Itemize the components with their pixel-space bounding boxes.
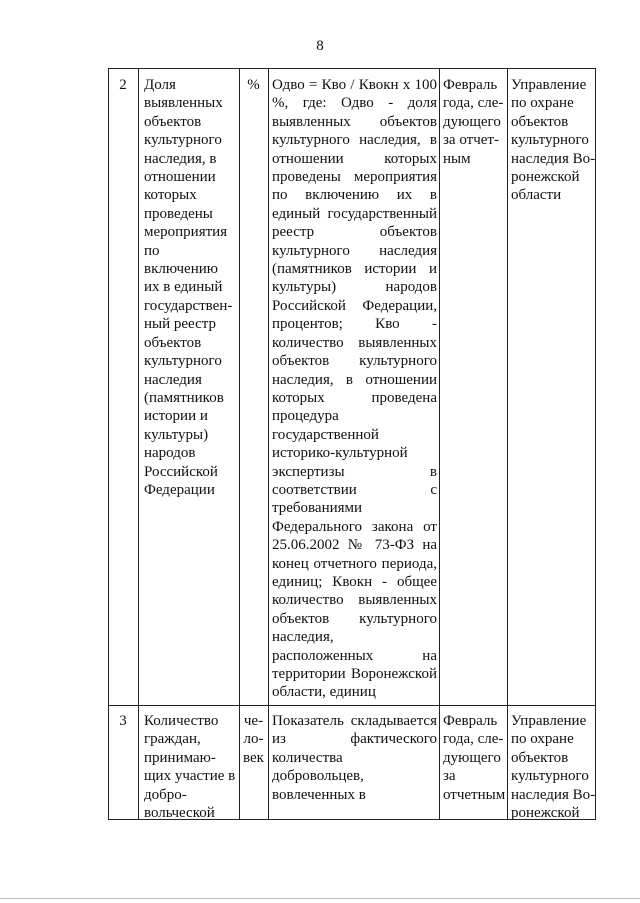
scan-edge-line (0, 898, 640, 899)
row-2-deadline: Февраль года, сле- дующего за отчет- ным (443, 77, 504, 167)
column-divider (507, 68, 508, 820)
table-border-left (108, 68, 109, 820)
column-divider (138, 68, 139, 820)
column-divider (268, 68, 269, 820)
row-2-unit: % (247, 77, 260, 93)
column-divider (439, 68, 440, 820)
table-border-right (595, 68, 596, 820)
page-number: 8 (316, 38, 324, 54)
row-3-responsible: Управление по охране объектов культурного наследия Во- ронежской (511, 713, 595, 822)
row-3-deadline: Февраль года, сле- дующего за отчетным (443, 713, 506, 803)
row-2-indicator-name: Доля выявленных объектов культурного наследия, в отношении которых проведены мероприятия по включению их в единый государствен- ный реестр объектов культурного наследия (памятников истории и культуры) народов Российской Федерации (144, 77, 233, 498)
row-divider (108, 705, 596, 706)
table-border-top (108, 68, 596, 69)
row-3-indicator-name: Количество граждан, принимаю- щих участие в добро- вольческой (144, 713, 236, 822)
row-3-calculation-method: Показатель складывается из фактического количества добровольцев, вовлеченных в (272, 713, 437, 803)
row-2-calculation-method: Одво = Кво / Квокн х 100 %, где: Одво - доля выявленных объектов культурного наследия, в отношении которых проведены мероприятия по включению их в единый государственный реестр объектов культурного наследия (памятников истории и культуры) народов Российской Федерации, процентов; Кво - количество выявленных объектов культурного наследия, в отношении которых проведена процедура государственной историко-культурной экспертизы в соответствии с требованиями Федерального закона от 25.06.2002 № 73-ФЗ на конец отчетного периода, единиц; Квокн - общее количество выявленных объектов культурного наследия, расположенных на территории Воронежской области, единиц (272, 77, 437, 701)
row-2-responsible: Управление по охране объектов культурного наследия Во- ронежской области (511, 77, 595, 204)
row-2-number: 2 (119, 77, 127, 93)
column-divider (239, 68, 240, 820)
row-3-number: 3 (119, 713, 127, 729)
row-3-unit: че- ло- век (243, 713, 264, 766)
